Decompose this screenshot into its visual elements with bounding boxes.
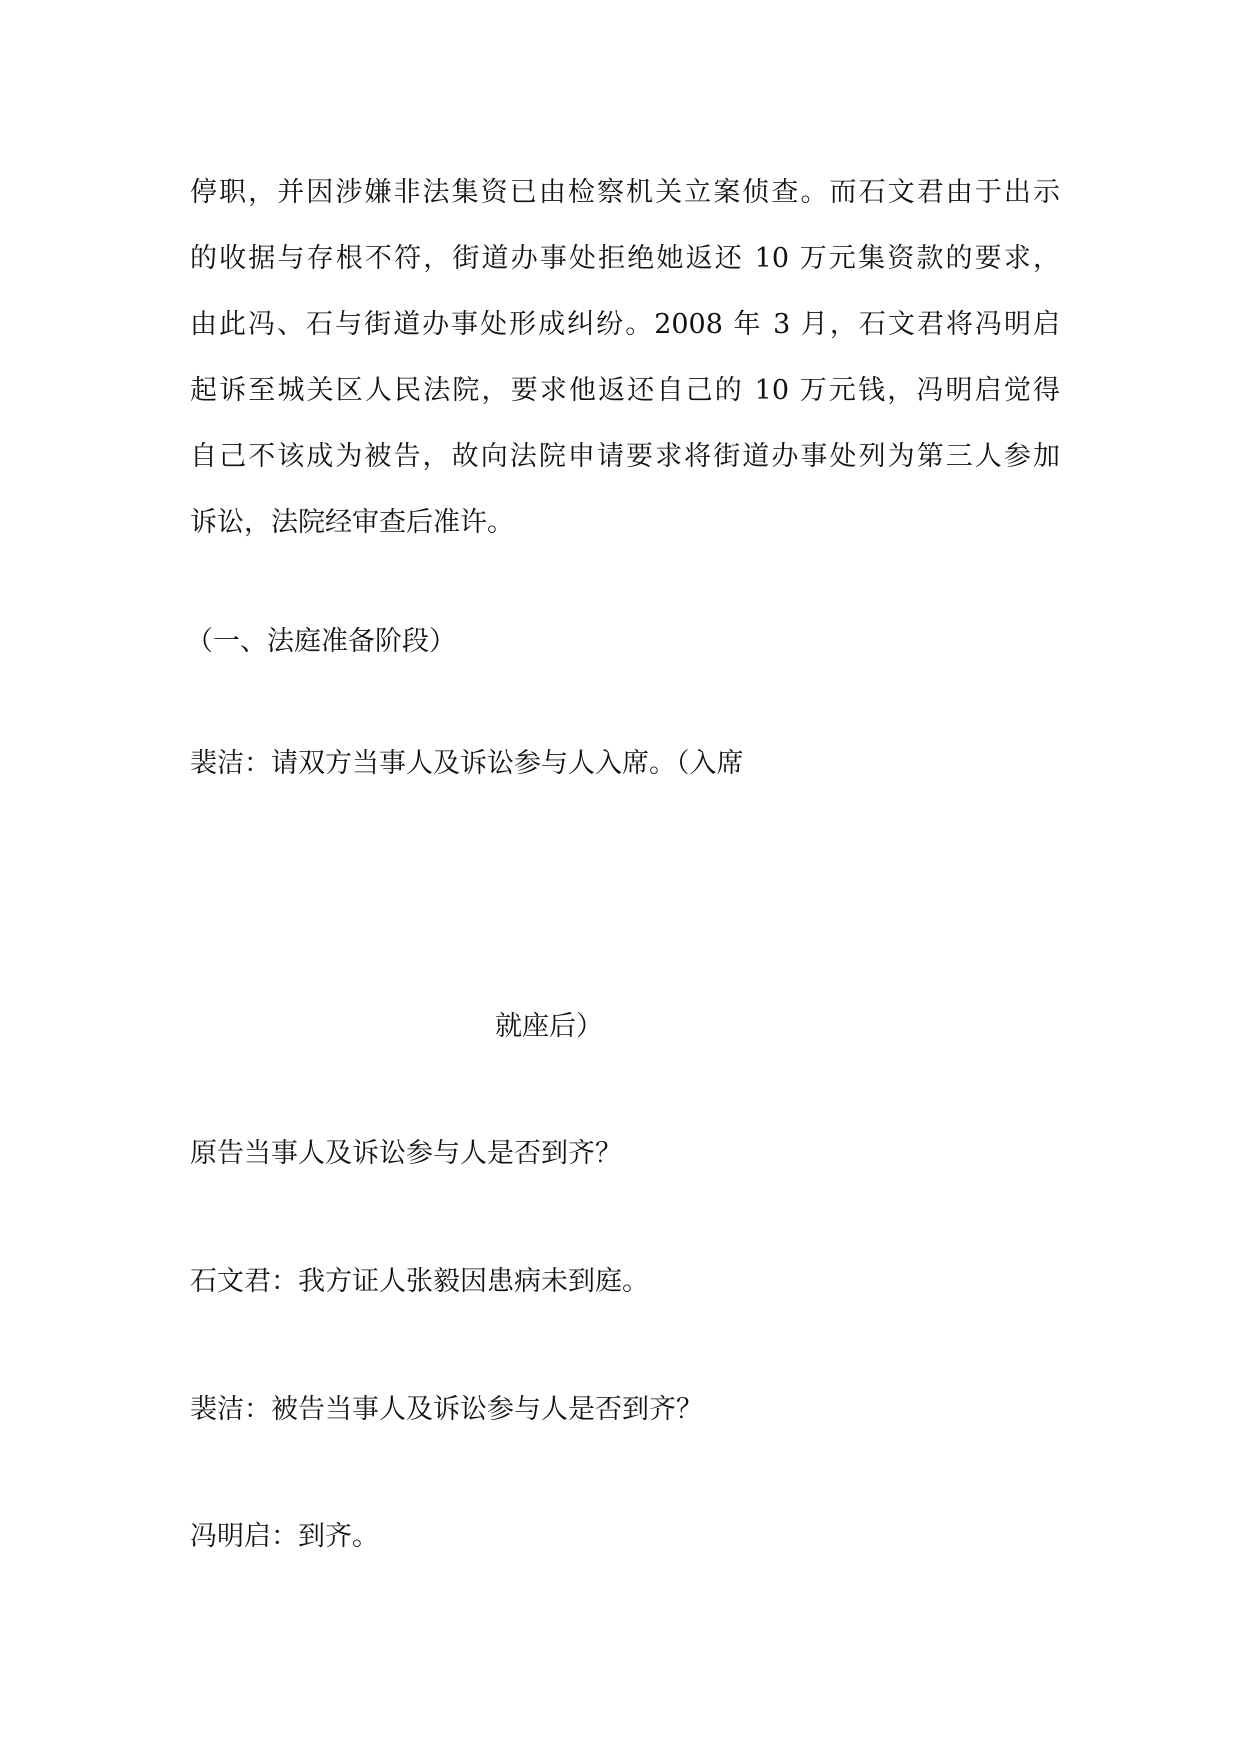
dialogue-line-defendant-attendance: 裴洁：被告当事人及诉讼参与人是否到齐？ bbox=[190, 1394, 703, 1425]
section-heading: （一、法庭准备阶段） bbox=[186, 626, 456, 657]
dialogue-line-plaintiff-attendance: 原告当事人及诉讼参与人是否到齐？ bbox=[190, 1138, 622, 1169]
dialogue-line-judge-seating: 裴洁：请双方当事人及诉讼参与人入席。（入席 bbox=[190, 748, 744, 779]
dialogue-line-shi-wenjun: 石文君：我方证人张毅因患病未到庭。 bbox=[190, 1266, 649, 1297]
paragraph-line: 停职，并因涉嫌非法集资已由检察机关立案侦查。而石文君由于出示 bbox=[190, 177, 1060, 208]
paragraph-line: 诉讼，法院经审查后准许。 bbox=[190, 507, 514, 538]
case-background-paragraph bbox=[190, 160, 1060, 556]
paragraph-line: 自己不该成为被告，故向法院申请要求将街道办事处列为第三人参加 bbox=[190, 441, 1060, 472]
paragraph-line: 由此冯、石与街道办事处形成纠纷。2008 年 3 月，石文君将冯明启 bbox=[190, 309, 1060, 340]
dialogue-line-seating-continued: 就座后） bbox=[495, 1011, 603, 1042]
paragraph-line: 的收据与存根不符，街道办事处拒绝她返还 10 万元集资款的要求， bbox=[190, 243, 1060, 274]
dialogue-line-feng-mingqi: 冯明启：到齐。 bbox=[190, 1521, 379, 1552]
paragraph-line: 起诉至城关区人民法院，要求他返还自己的 10 万元钱，冯明启觉得 bbox=[190, 375, 1060, 406]
